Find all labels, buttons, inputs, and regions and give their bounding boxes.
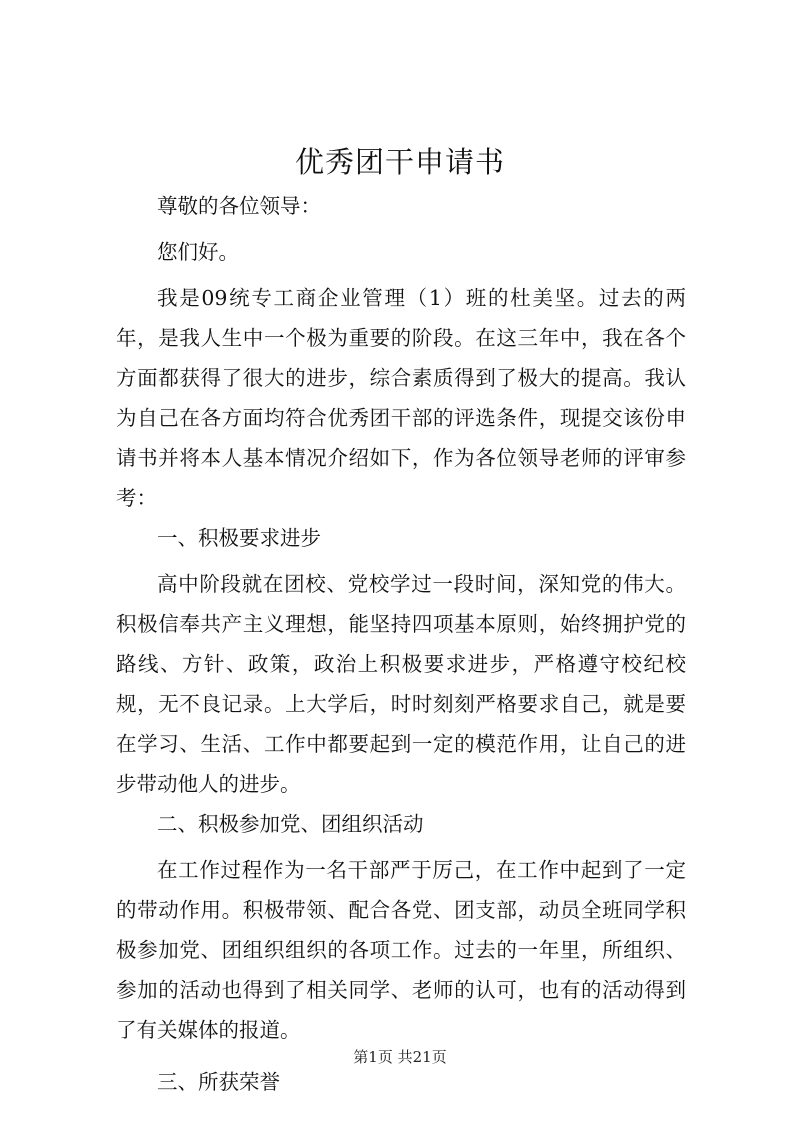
page-footer: 第1页 共21页 bbox=[353, 1048, 447, 1066]
section-body-2: 在工作过程作为一名干部严于厉己，在工作中起到了一定的带动作用。积极带领、配合各党、团支部，动员全班同学积极参加党、团组织组织的各项工作。过去的一年里，所组织、参加的活动也得到了相关同学、老师的认可，也有的活动得到了有关媒体的报道。 bbox=[116, 858, 686, 1042]
greeting: 尊敬的各位领导： bbox=[157, 194, 321, 218]
section-body-1: 高中阶段就在团校、党校学过一段时间，深知党的伟大。积极信奉共产主义理想，能坚持四项基本原则，始终拥护党的路线、方针、政策，政治上积极要求进步，严格遵守校纪校规，无不良记录。上大学后，时时刻刻严格要求自己，就是要在学习、生活、工作中都要起到一定的模范作用，让自己的进步带动他人的进步。 bbox=[116, 572, 686, 796]
document-body bbox=[116, 186, 686, 1102]
section-heading-1: 一、积极要求进步 bbox=[157, 526, 321, 550]
section-heading-2: 二、积极参加党、团组织活动 bbox=[157, 812, 424, 836]
salutation: 您们好。 bbox=[157, 240, 239, 264]
document-title: 优秀团干申请书 bbox=[294, 145, 505, 179]
section-heading-3: 三、所获荣誉 bbox=[157, 1070, 280, 1094]
intro-paragraph: 我是09统专工商企业管理（1）班的杜美坚。过去的两年，是我人生中一个极为重要的阶段。在这三年中，我在各个方面都获得了很大的进步，综合素质得到了极大的提高。我认为自己在各方面均符合优秀团干部的评选条件，现提交该份申请书并将本人基本情况介绍如下，作为各位领导老师的评审参考： bbox=[116, 286, 686, 510]
